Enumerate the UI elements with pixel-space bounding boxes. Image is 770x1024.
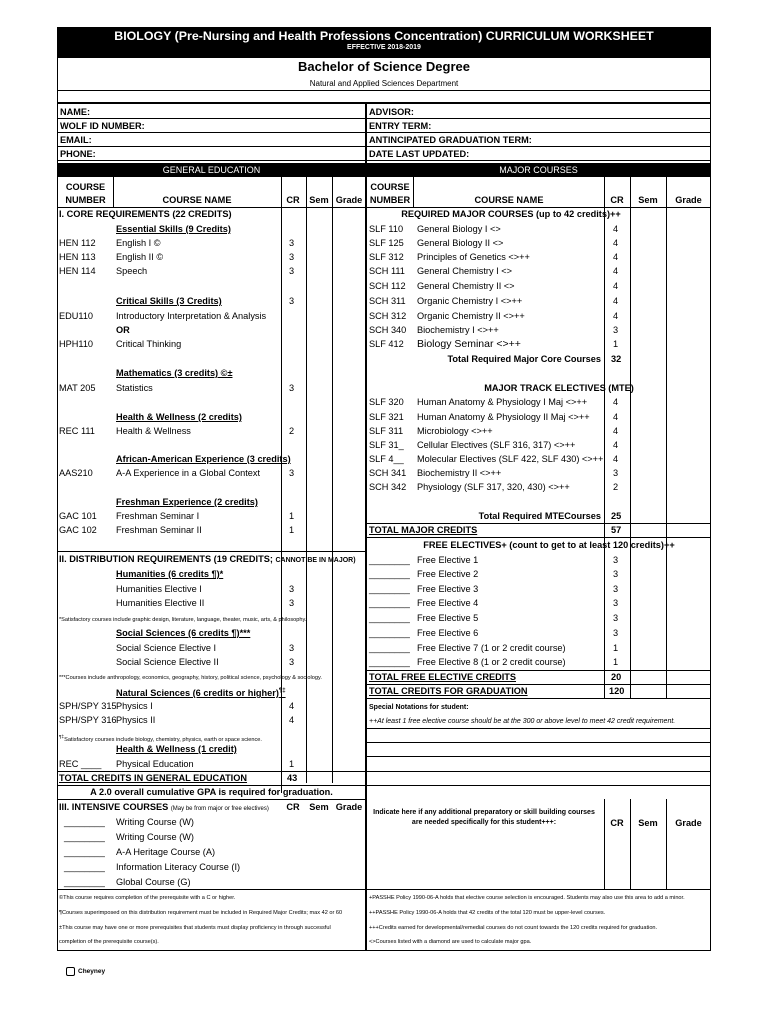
course-credits: 4 bbox=[289, 715, 295, 725]
email-field[interactable]: EMAIL: bbox=[60, 135, 92, 145]
free-elective-blank[interactable]: ________ bbox=[369, 657, 410, 667]
natural-sciences-note bbox=[59, 733, 262, 744]
free-elective-name: Free Elective 7 (1 or 2 credit course) bbox=[417, 643, 566, 653]
intensive-blank[interactable]: ________ bbox=[64, 847, 105, 857]
course-credits: 3 bbox=[289, 252, 295, 262]
course-credits: 1 bbox=[289, 759, 295, 769]
course-number: SCH 312 bbox=[369, 311, 407, 321]
entry-term-field[interactable]: ENTRY TERM: bbox=[369, 121, 432, 131]
course-credits: 3 bbox=[289, 657, 295, 667]
course-number: SCH 342 bbox=[369, 482, 407, 492]
free-elective-blank[interactable]: ________ bbox=[369, 569, 410, 579]
critical-skills: Critical Skills (3 Credits) bbox=[116, 296, 222, 306]
prep-col-cr: CR bbox=[610, 818, 624, 828]
course-number: EDU110 bbox=[59, 311, 94, 321]
course-credits: 3 bbox=[289, 266, 295, 276]
department-name: Natural and Applied Sciences Department bbox=[309, 79, 459, 88]
free-elective-blank[interactable]: ________ bbox=[369, 598, 410, 608]
total-free-label: TOTAL FREE ELECTIVE CREDITS bbox=[369, 672, 517, 682]
distribution-note: CANNOT BE IN MAJOR) bbox=[275, 557, 356, 564]
gen-col-number: NUMBER bbox=[65, 195, 106, 205]
course-name: Statistics bbox=[116, 383, 153, 393]
course-number: SCH 340 bbox=[369, 325, 407, 335]
course-name: Organic Chemistry II <>++ bbox=[417, 311, 525, 321]
distribution-requirements bbox=[59, 554, 356, 566]
logo-text: Cheyney bbox=[78, 968, 106, 975]
last-updated-field[interactable]: DATE LAST UPDATED: bbox=[369, 149, 470, 159]
natural-sciences-note-mark: ¶‡ bbox=[59, 734, 65, 739]
course-credits: 4 bbox=[613, 252, 619, 262]
course-credits: 4 bbox=[613, 397, 619, 407]
course-name: Human Anatomy & Physiology II Maj <>++ bbox=[417, 412, 590, 422]
distribution-title: II. DISTRIBUTION REQUIREMENTS (19 CREDITS; bbox=[59, 554, 273, 564]
free-electives-title: FREE ELECTIVES+ (count to get to at least 120 credits)++ bbox=[423, 540, 675, 550]
course-credits: 4 bbox=[613, 224, 619, 234]
mte-title: MAJOR TRACK ELECTIVES (MTE) bbox=[484, 383, 634, 393]
free-elective-blank[interactable]: ________ bbox=[369, 643, 410, 653]
effective-date: EFFECTIVE 2018-2019 bbox=[347, 44, 421, 51]
freshman-experience: Freshman Experience (2 credits) bbox=[116, 497, 258, 507]
course-credits: 2 bbox=[613, 482, 619, 492]
course-number: SLF 321 bbox=[369, 412, 404, 422]
major-col-grade: Grade bbox=[675, 195, 702, 205]
major-footnote: +++Credits earned for developmental/remedial courses do not count towards the 120 credits required for graduation. bbox=[369, 925, 658, 931]
course-name: Human Anatomy & Physiology I Maj <>++ bbox=[417, 397, 588, 407]
intensive-blank[interactable]: ________ bbox=[64, 832, 105, 842]
prep-note: Indicate here if any additional preparatory or skill building courses are needed specifically for this student+++: bbox=[373, 809, 595, 826]
title-bar bbox=[57, 27, 711, 57]
course-credits: 3 bbox=[289, 643, 295, 653]
gpa-requirement: A 2.0 overall cumulative GPA is required for graduation. bbox=[90, 787, 333, 797]
required-major-title: REQUIRED MAJOR COURSES (up to 42 credits)++ bbox=[401, 209, 621, 219]
course-name: Health & Wellness bbox=[116, 426, 191, 436]
social-sciences: Social Sciences (6 credits ¶)*** bbox=[116, 628, 251, 638]
required-total-label: Total Required Major Core Courses bbox=[447, 354, 601, 364]
major-heading: MAJOR COURSES bbox=[366, 163, 711, 177]
course-name: General Biology I <> bbox=[417, 224, 501, 234]
intensive-blank[interactable]: ________ bbox=[64, 877, 105, 887]
course-credits: 3 bbox=[289, 238, 295, 248]
natural-sciences-title: Natural Sciences (6 credits or higher) bbox=[116, 688, 279, 699]
course-name: Biochemistry II <>++ bbox=[417, 468, 502, 478]
course-number: SLF 4__ bbox=[369, 454, 404, 464]
course-name: English I © bbox=[116, 238, 161, 248]
course-name: English II © bbox=[116, 252, 164, 262]
course-credits: 4 bbox=[613, 440, 619, 450]
natural-sciences-note-text: Satisfactory courses include biology, chemistry, physics, earth or space science. bbox=[64, 736, 262, 743]
course-credits: 1 bbox=[289, 525, 295, 535]
course-name: Freshman Seminar I bbox=[116, 511, 200, 521]
gen-col-grade: Grade bbox=[335, 195, 363, 205]
course-credits: 3 bbox=[613, 325, 619, 335]
humanities-note: *Satisfactory courses include graphic design, literature, language, theater, music, arts, & philosophy. bbox=[59, 617, 307, 623]
wolf-id-field[interactable]: WOLF ID NUMBER: bbox=[60, 121, 145, 131]
free-elective-name: Free Elective 6 bbox=[417, 628, 479, 638]
total-major-label: TOTAL MAJOR CREDITS bbox=[369, 525, 478, 535]
course-number: SLF 311 bbox=[369, 426, 404, 436]
gen-footnote: ¶Courses superimposed on this distribution requirement must be included in Required Major Credits; max 42 or 60 bbox=[59, 910, 343, 916]
free-elective-blank[interactable]: ________ bbox=[369, 555, 410, 565]
course-name: Organic Chemistry I <>++ bbox=[417, 296, 523, 306]
gen-col-cr: CR bbox=[286, 195, 300, 205]
course-name: Molecular Electives (SLF 422, SLF 430) <>++ bbox=[417, 454, 604, 464]
course-name: Physics II bbox=[116, 715, 156, 725]
gen-footnote: ±This course may have one or more prerequisites that students must display proficiency in through successful bbox=[59, 925, 331, 931]
course-credits: 3 bbox=[289, 383, 295, 393]
course-name: A-A Experience in a Global Context bbox=[116, 468, 261, 478]
course-name: Physical Education bbox=[116, 759, 194, 769]
course-credits: 4 bbox=[613, 281, 619, 291]
course-name: Microbiology <>++ bbox=[417, 426, 493, 436]
gen-footnote: completion of the prerequisite course(s). bbox=[59, 939, 159, 945]
course-credits: 4 bbox=[613, 426, 619, 436]
intensive-title: III. INTENSIVE COURSES bbox=[59, 802, 169, 812]
special-notations-label: Special Notations for student: bbox=[369, 704, 469, 711]
course-number: AAS210 bbox=[59, 468, 93, 478]
core-requirements: I. CORE REQUIREMENTS (22 CREDITS) bbox=[59, 209, 232, 219]
course-number: SLF 125 bbox=[369, 238, 404, 248]
or-label: OR bbox=[116, 325, 130, 335]
course-credits: 2 bbox=[289, 426, 295, 436]
free-elective-name: Free Elective 2 bbox=[417, 569, 479, 579]
course-number: MAT 205 bbox=[59, 383, 96, 393]
prep-col-sem: Sem bbox=[638, 818, 658, 828]
mathematics: Mathematics (3 credits) ©± bbox=[116, 368, 233, 378]
natural-sciences bbox=[116, 686, 286, 699]
course-number: SCH 311 bbox=[369, 296, 406, 306]
course-number: REC 111 bbox=[59, 426, 95, 436]
intensive-courses bbox=[59, 802, 269, 815]
intensive-col-cr: CR bbox=[286, 802, 300, 812]
course-name: Speech bbox=[116, 266, 148, 276]
social-sciences-note: ***Courses include anthropology, economics, geography, history, political science, psychology & sociology. bbox=[59, 675, 322, 681]
course-credits: 3 bbox=[289, 468, 295, 478]
major-footnote: ++PASSHE Policy 1990-06-A holds that 42 credits of the total 120 must be upper-level courses. bbox=[369, 910, 606, 916]
degree-title: Bachelor of Science Degree bbox=[298, 59, 470, 74]
required-total: 32 bbox=[611, 354, 622, 364]
intensive-course: Information Literacy Course (I) bbox=[116, 862, 241, 872]
gen-ed-total-label: TOTAL CREDITS IN GENERAL EDUCATION bbox=[59, 773, 248, 783]
free-elective-credits: 3 bbox=[613, 584, 619, 594]
course-name: General Chemistry II <> bbox=[417, 281, 515, 291]
course-number: SPH/SPY 316 bbox=[59, 715, 117, 725]
major-col-cr: CR bbox=[610, 195, 624, 205]
intensive-blank[interactable]: ________ bbox=[64, 862, 105, 872]
course-number: SLF 312 bbox=[369, 252, 404, 262]
course-number: SLF 31_ bbox=[369, 440, 404, 450]
course-credits: 3 bbox=[613, 468, 619, 478]
humanities: Humanities (6 credits ¶)* bbox=[116, 569, 224, 579]
course-number: SLF 320 bbox=[369, 397, 404, 407]
total-grad-label: TOTAL CREDITS FOR GRADUATION bbox=[369, 686, 528, 696]
course-name: Physiology (SLF 317, 320, 430) <>++ bbox=[417, 482, 570, 492]
course-number: GAC 102 bbox=[59, 525, 97, 535]
logo-icon bbox=[66, 967, 75, 976]
course-name: General Chemistry I <> bbox=[417, 266, 512, 276]
phone-field[interactable]: PHONE: bbox=[60, 149, 96, 159]
free-elective-credits: 3 bbox=[613, 628, 619, 638]
health-wellness-2: Health & Wellness (1 credit) bbox=[116, 744, 237, 754]
free-elective-blank[interactable]: ________ bbox=[369, 628, 410, 638]
free-elective-credits: 3 bbox=[613, 613, 619, 623]
grad-term-field[interactable]: ANTINCIPATED GRADUATION TERM: bbox=[369, 135, 532, 145]
free-elective-name: Free Elective 8 (1 or 2 credit course) bbox=[417, 657, 566, 667]
course-credits: 4 bbox=[613, 296, 619, 306]
course-credits: 4 bbox=[613, 454, 619, 464]
course-name: Cellular Electives (SLF 316, 317) <>++ bbox=[417, 440, 576, 450]
course-number: HEN 113 bbox=[59, 252, 96, 262]
course-number: SCH 341 bbox=[369, 468, 407, 478]
major-col-number: NUMBER bbox=[369, 195, 411, 205]
gen-col-sem: Sem bbox=[309, 195, 329, 205]
major-col-course: COURSE bbox=[370, 182, 410, 192]
university-logo bbox=[66, 967, 105, 976]
total-grad: 120 bbox=[609, 686, 625, 696]
african-american-experience: African-American Experience (3 credits) bbox=[116, 454, 291, 464]
course-number: HEN 112 bbox=[59, 238, 96, 248]
free-elective-name: Free Elective 5 bbox=[417, 613, 479, 623]
course-number: SPH/SPY 315 bbox=[59, 701, 117, 711]
intensive-note: (May be from major or free electives) bbox=[170, 806, 269, 812]
gen-col-course: COURSE bbox=[65, 182, 106, 192]
course-number: SLF 110 bbox=[369, 224, 404, 234]
intensive-course: Writing Course (W) bbox=[116, 817, 194, 827]
major-footnote: <>Courses listed with a diamond are used to calculate major gpa. bbox=[369, 939, 532, 945]
course-name: Social Science Elective I bbox=[116, 643, 217, 653]
critical-credits: 3 bbox=[289, 296, 295, 306]
health-wellness: Health & Wellness (2 credits) bbox=[116, 412, 242, 422]
course-name: General Biology II <> bbox=[417, 238, 504, 248]
course-credits: 4 bbox=[613, 412, 619, 422]
course-credits: 4 bbox=[613, 311, 619, 321]
course-credits: 4 bbox=[289, 701, 295, 711]
special-notation: ++At least 1 free elective course should be at the 300 or above level to meet 42 credit requirement. bbox=[369, 718, 676, 725]
intensive-blank[interactable]: ________ bbox=[64, 817, 105, 827]
course-number: REC ____ bbox=[59, 759, 102, 769]
intensive-course: Writing Course (W) bbox=[116, 832, 194, 842]
course-number: SLF 412 bbox=[369, 339, 404, 349]
course-name: Critical Thinking bbox=[116, 339, 182, 349]
course-credits: 4 bbox=[613, 238, 619, 248]
major-col-name: COURSE NAME bbox=[474, 195, 544, 205]
course-number: HPH110 bbox=[59, 339, 94, 349]
free-elective-blank[interactable]: ________ bbox=[369, 613, 410, 623]
major-footnote: +PASSHE Policy 1990-06-A holds that elective course selection is encouraged. Students may also use this area to add a minor. bbox=[369, 895, 685, 901]
total-major: 57 bbox=[611, 525, 622, 535]
course-name: Introductory Interpretation & Analysis bbox=[116, 311, 267, 321]
course-credits: 4 bbox=[613, 266, 619, 276]
free-elective-credits: 3 bbox=[613, 598, 619, 608]
worksheet-title: BIOLOGY (Pre-Nursing and Health Professions Concentration) CURRICULUM WORKSHEET bbox=[114, 29, 654, 43]
gen-ed-total: 43 bbox=[287, 773, 298, 783]
natural-sciences-mark: ¶‡ bbox=[278, 688, 286, 694]
essential-skills: Essential Skills (9 Credits) bbox=[116, 224, 231, 234]
advisor-field[interactable]: ADVISOR: bbox=[369, 107, 414, 117]
course-name: Freshman Seminar II bbox=[116, 525, 202, 535]
course-name: Principles of Genetics <>++ bbox=[417, 252, 530, 262]
course-credits: 1 bbox=[613, 339, 619, 349]
course-number: HEN 114 bbox=[59, 266, 96, 276]
free-elective-credits: 3 bbox=[613, 569, 619, 579]
free-elective-credits: 3 bbox=[613, 555, 619, 565]
free-elective-name: Free Elective 3 bbox=[417, 584, 479, 594]
total-free: 20 bbox=[611, 672, 622, 682]
intensive-course: A-A Heritage Course (A) bbox=[116, 847, 216, 857]
course-name: Humanities Elective I bbox=[116, 584, 202, 594]
course-name: Physics I bbox=[116, 701, 153, 711]
gen-col-name: COURSE NAME bbox=[162, 195, 232, 205]
free-elective-credits: 1 bbox=[613, 657, 619, 667]
name-field[interactable]: NAME: bbox=[60, 107, 91, 117]
prep-col-grade: Grade bbox=[675, 818, 702, 828]
course-name: Biochemistry I <>++ bbox=[417, 325, 499, 335]
course-name: Social Science Elective II bbox=[116, 657, 219, 667]
mte-total: 25 bbox=[611, 511, 622, 521]
free-elective-credits: 1 bbox=[613, 643, 619, 653]
gen-ed-heading: GENERAL EDUCATION bbox=[57, 163, 366, 177]
course-number: GAC 101 bbox=[59, 511, 97, 521]
course-credits: 1 bbox=[289, 511, 295, 521]
course-credits: 3 bbox=[289, 598, 295, 608]
gen-footnote: ©This course requires completion of the prerequisite with a C or higher. bbox=[59, 895, 236, 901]
free-elective-name: Free Elective 1 bbox=[417, 555, 479, 565]
course-number: SCH 112 bbox=[369, 281, 406, 291]
course-number: SCH 111 bbox=[369, 266, 405, 276]
course-credits: 3 bbox=[289, 584, 295, 594]
free-elective-name: Free Elective 4 bbox=[417, 598, 479, 608]
intensive-col-grade: Grade bbox=[335, 802, 363, 812]
intensive-course: Global Course (G) bbox=[116, 877, 191, 887]
mte-total-label: Total Required MTECourses bbox=[478, 511, 601, 521]
course-name: Humanities Elective II bbox=[116, 598, 205, 608]
major-col-sem: Sem bbox=[638, 195, 658, 205]
free-elective-blank[interactable]: ________ bbox=[369, 584, 410, 594]
course-name: Biology Seminar <>++ bbox=[417, 338, 521, 350]
intensive-col-sem: Sem bbox=[309, 802, 329, 812]
